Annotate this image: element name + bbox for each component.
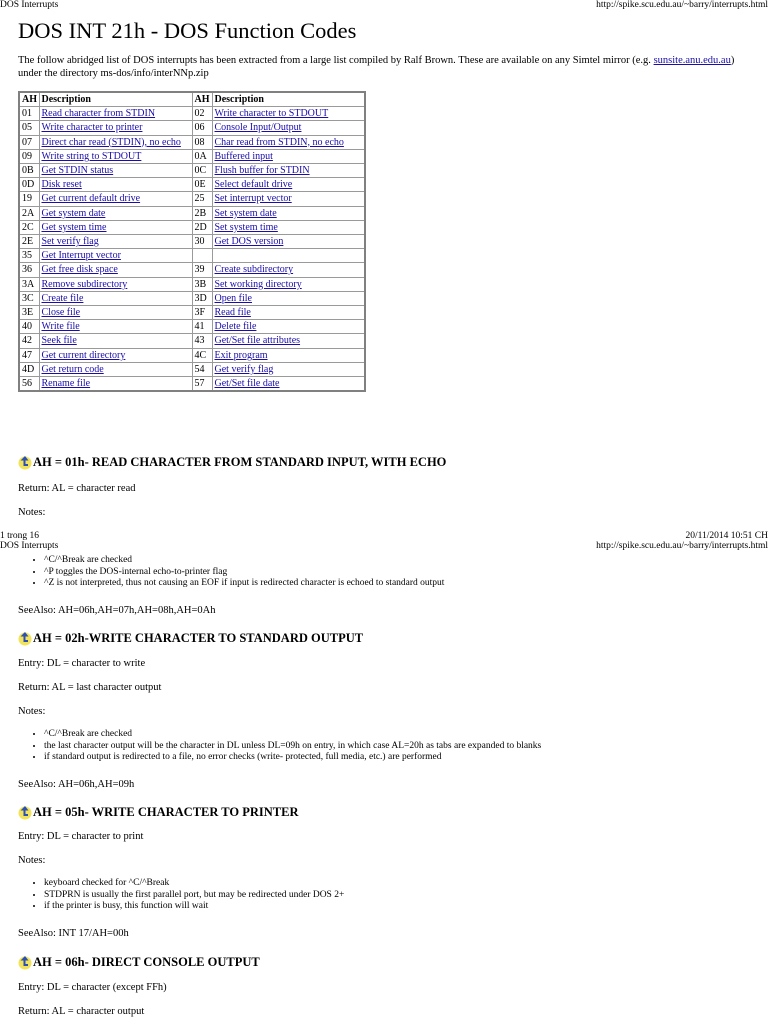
seealso-text: SeeAlso: INT 17/AH=00h [18, 928, 129, 939]
table-row [19, 277, 365, 291]
list-item: • STDPRN is usually the first parallel port, but may be redirected under DOS 2+ [44, 890, 344, 902]
up-arrow-icon[interactable] [18, 454, 32, 470]
function-link[interactable]: Flush buffer for STDIN [214, 165, 310, 177]
ah-code-cell: 3A [19, 277, 39, 291]
list-item: • if standard output is redirected to a file, no error checks (write- protected, full media, etc.) are performed [44, 752, 541, 764]
return-text: Return: AL = character output [18, 1006, 145, 1017]
list-item: • keyboard checked for ^C/^Break [44, 878, 344, 890]
description-cell [39, 107, 192, 121]
function-link[interactable]: Close file [41, 307, 81, 319]
ah-code-cell: 39 [192, 263, 212, 277]
table-row [19, 107, 365, 121]
function-link[interactable]: Exit program [214, 349, 268, 361]
function-link[interactable]: Get return code [41, 363, 104, 375]
function-link[interactable]: Set interrupt vector [214, 193, 292, 205]
notes-list-01h [18, 555, 444, 590]
function-link[interactable]: Open file [214, 292, 252, 304]
section-heading-05h [18, 803, 299, 821]
description-cell [39, 135, 192, 149]
table-row [19, 249, 365, 263]
table-row [19, 135, 365, 149]
description-cell [39, 206, 192, 220]
ah-code-cell: 09 [19, 149, 39, 163]
table-row [19, 334, 365, 348]
section-code: AH = 05h [33, 805, 85, 819]
ah-code-cell: 3D [192, 291, 212, 305]
table-row [19, 362, 365, 376]
function-link[interactable]: Get system time [41, 221, 107, 233]
list-item: • ^C/^Break are checked [44, 555, 444, 567]
description-cell [39, 320, 192, 334]
print-footer-page: 1 trong 16 [0, 531, 40, 541]
notes-label: Notes: [18, 706, 46, 717]
up-arrow-icon[interactable] [18, 630, 32, 646]
function-link[interactable]: Set verify flag [41, 236, 99, 248]
ah-code-cell: 3E [19, 306, 39, 320]
description-cell [212, 348, 365, 362]
column-header-description: Description [212, 92, 365, 107]
ah-code-cell: 2D [192, 220, 212, 234]
ah-code-cell: 25 [192, 192, 212, 206]
function-link[interactable]: Read file [214, 307, 251, 319]
list-item: • ^C/^Break are checked [44, 729, 541, 741]
description-cell [212, 249, 365, 263]
function-link[interactable]: Disk reset [41, 179, 82, 191]
function-link[interactable]: Console Input/Output [214, 122, 302, 134]
function-link[interactable]: Get/Set file date [214, 378, 280, 390]
ah-code-cell: 40 [19, 320, 39, 334]
table-row [19, 348, 365, 362]
description-cell [212, 362, 365, 376]
section-title: - WRITE CHARACTER TO PRINTER [84, 805, 299, 819]
description-cell [39, 291, 192, 305]
ah-code-cell: 08 [192, 135, 212, 149]
column-header-description: Description [39, 92, 192, 107]
list-item: • ^P toggles the DOS-internal echo-to-printer flag [44, 567, 444, 579]
notes-list-05h [18, 878, 344, 913]
ah-code-cell: 4C [192, 348, 212, 362]
function-link[interactable]: Select default drive [214, 179, 293, 191]
description-cell [39, 220, 192, 234]
ah-code-cell: 3C [19, 291, 39, 305]
up-arrow-icon[interactable] [18, 804, 32, 820]
ah-code-cell [192, 249, 212, 263]
ah-code-cell: 54 [192, 362, 212, 376]
mirror-link[interactable]: sunsite.anu.edu.au [653, 55, 731, 66]
ah-code-cell: 2B [192, 206, 212, 220]
description-cell [212, 178, 365, 192]
description-cell [212, 121, 365, 135]
function-link[interactable]: Write character to printer [41, 122, 143, 134]
description-cell [39, 377, 192, 392]
description-cell [39, 249, 192, 263]
ah-code-cell: 0B [19, 164, 39, 178]
function-link[interactable]: Set working directory [214, 278, 302, 290]
table-row [19, 235, 365, 249]
function-link[interactable]: Rename file [41, 378, 91, 390]
function-link[interactable]: Get system date [41, 207, 106, 219]
ah-code-cell: 41 [192, 320, 212, 334]
description-cell [212, 192, 365, 206]
description-cell [212, 149, 365, 163]
section-heading-01h [18, 453, 446, 471]
table-row [19, 192, 365, 206]
ah-code-cell: 02 [192, 107, 212, 121]
description-cell [39, 348, 192, 362]
ah-code-cell: 05 [19, 121, 39, 135]
notes-label: Notes: [18, 507, 46, 518]
seealso-text: SeeAlso: AH=06h,AH=09h [18, 779, 135, 790]
description-cell [39, 192, 192, 206]
ah-code-cell: 06 [192, 121, 212, 135]
ah-code-cell: 07 [19, 135, 39, 149]
table-row [19, 164, 365, 178]
print-footer-datetime: 20/11/2014 10:51 CH [685, 531, 768, 541]
ah-code-cell: 36 [19, 263, 39, 277]
ah-code-cell: 01 [19, 107, 39, 121]
description-cell [39, 178, 192, 192]
notes-label: Notes: [18, 855, 46, 866]
description-cell [212, 235, 365, 249]
function-link[interactable]: Remove subdirectory [41, 278, 128, 290]
function-link[interactable]: Write file [41, 321, 80, 333]
description-cell [212, 164, 365, 178]
function-link[interactable]: Get current directory [41, 349, 126, 361]
ah-code-cell: 4D [19, 362, 39, 376]
print-header-url: http://spike.scu.edu.au/~barry/interrupts.html [596, 541, 768, 551]
ah-code-cell: 47 [19, 348, 39, 362]
description-cell [39, 277, 192, 291]
return-text: Return: AL = last character output [18, 682, 162, 693]
entry-text: Entry: DL = character (except FFh) [18, 982, 167, 993]
description-cell [212, 263, 365, 277]
description-cell [39, 235, 192, 249]
function-link[interactable]: Set system time [214, 221, 278, 233]
function-link[interactable]: Read character from STDIN [41, 108, 156, 120]
description-cell [39, 164, 192, 178]
description-cell [212, 306, 365, 320]
description-cell [39, 263, 192, 277]
table-row [19, 377, 365, 392]
section-code: AH = 02h [33, 631, 85, 645]
description-cell [212, 291, 365, 305]
section-code: AH = 06h [33, 955, 85, 969]
function-link[interactable]: Delete file [214, 321, 257, 333]
notes-list-02h [18, 729, 541, 764]
list-item: • the last character output will be the character in DL unless DL=09h on entry, in which case AL=20h as tabs are expanded to blanks [44, 741, 541, 753]
up-arrow-icon[interactable] [18, 954, 32, 970]
description-cell [212, 277, 365, 291]
description-cell [39, 121, 192, 135]
print-header-title: DOS Interrupts [0, 0, 59, 10]
column-header-ah: AH [192, 92, 212, 107]
ah-code-cell: 0E [192, 178, 212, 192]
print-header-title: DOS Interrupts [0, 541, 59, 551]
description-cell [212, 107, 365, 121]
table-row [19, 320, 365, 334]
ah-code-cell: 0D [19, 178, 39, 192]
function-link[interactable]: Create file [41, 292, 84, 304]
intro-text-2: ) under the directory ms-dos/info/interNNp.zip [18, 55, 735, 79]
section-heading-06h [18, 953, 260, 971]
ah-code-cell: 2E [19, 235, 39, 249]
function-link[interactable]: Write character to STDOUT [214, 108, 329, 120]
description-cell [39, 362, 192, 376]
description-cell [212, 377, 365, 392]
column-header-ah: AH [19, 92, 39, 107]
description-cell [39, 306, 192, 320]
function-link[interactable]: Get STDIN status [41, 165, 114, 177]
function-link[interactable]: Get/Set file attributes [214, 335, 301, 347]
description-cell [212, 320, 365, 334]
function-link[interactable]: Seek file [41, 335, 77, 347]
ah-code-cell: 35 [19, 249, 39, 263]
ah-code-cell: 57 [192, 377, 212, 392]
function-link[interactable]: Get DOS version [214, 236, 284, 248]
function-codes-table [18, 91, 366, 392]
section-title: - DIRECT CONSOLE OUTPUT [84, 955, 260, 969]
ah-code-cell: 0A [192, 149, 212, 163]
seealso-text: SeeAlso: AH=06h,AH=07h,AH=08h,AH=0Ah [18, 605, 216, 616]
entry-text: Entry: DL = character to print [18, 831, 144, 842]
table-row [19, 121, 365, 135]
section-title: -WRITE CHARACTER TO STANDARD OUTPUT [84, 631, 364, 645]
description-cell [39, 149, 192, 163]
print-header-url: http://spike.scu.edu.au/~barry/interrupts.html [596, 0, 768, 10]
intro-text: The follow abridged list of DOS interrupts has been extracted from a large list compiled by Ralf Brown. These are available on any Simtel mirror (e.g. [18, 55, 651, 66]
description-cell [212, 135, 365, 149]
ah-code-cell: 0C [192, 164, 212, 178]
table-row [19, 263, 365, 277]
entry-text: Entry: DL = character to write [18, 658, 146, 669]
ah-code-cell: 30 [192, 235, 212, 249]
list-item: • if the printer is busy, this function will wait [44, 901, 344, 913]
function-link[interactable]: Get free disk space [41, 264, 118, 276]
table-row [19, 306, 365, 320]
description-cell [212, 220, 365, 234]
intro-paragraph [18, 54, 748, 80]
table-header-row [19, 92, 365, 107]
section-code: AH = 01h [33, 455, 85, 469]
table-row [19, 220, 365, 234]
ah-code-cell: 2A [19, 206, 39, 220]
ah-code-cell: 3F [192, 306, 212, 320]
page-title: DOS INT 21h - DOS Function Codes [18, 18, 357, 43]
function-link[interactable]: Set system date [214, 207, 277, 219]
function-link[interactable]: Get Interrupt vector [41, 250, 121, 262]
ah-code-cell: 3B [192, 277, 212, 291]
table-row [19, 178, 365, 192]
function-link[interactable]: Get current default drive [41, 193, 141, 205]
function-link[interactable]: Buffered input [214, 150, 273, 162]
function-link[interactable]: Char read from STDIN, no echo [214, 136, 344, 148]
description-cell [212, 334, 365, 348]
table-row [19, 149, 365, 163]
return-text: Return: AL = character read [18, 483, 136, 494]
section-title: - READ CHARACTER FROM STANDARD INPUT, WITH ECHO [84, 455, 447, 469]
ah-code-cell: 56 [19, 377, 39, 392]
ah-code-cell: 2C [19, 220, 39, 234]
ah-code-cell: 42 [19, 334, 39, 348]
table-row [19, 206, 365, 220]
function-link[interactable]: Create subdirectory [214, 264, 294, 276]
function-link[interactable]: Write string to STDOUT [41, 150, 142, 162]
function-link[interactable]: Direct char read (STDIN), no echo [41, 136, 181, 148]
description-cell [39, 334, 192, 348]
section-heading-02h [18, 629, 363, 647]
list-item: • ^Z is not interpreted, thus not causing an EOF if input is redirected character is echoed to standard output [44, 578, 444, 590]
function-link[interactable]: Get verify flag [214, 363, 274, 375]
ah-code-cell: 43 [192, 334, 212, 348]
table-row [19, 291, 365, 305]
description-cell [212, 206, 365, 220]
ah-code-cell: 19 [19, 192, 39, 206]
